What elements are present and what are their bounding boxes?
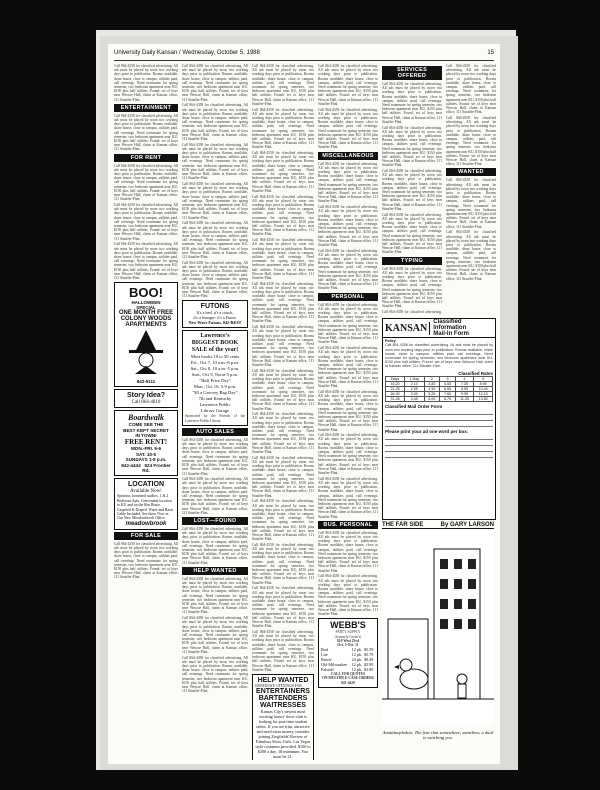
story-title: Story Idea?	[126, 392, 166, 400]
order-form-blanks	[385, 409, 493, 427]
rate-cell: 8.75	[440, 396, 456, 401]
newspaper-page	[108, 44, 500, 764]
rate-cell: 12.15	[474, 391, 493, 396]
rate-cell: 3.00	[405, 391, 424, 396]
boardwalk-line: SUNDAYS 1-5 p.m.	[125, 457, 167, 463]
far-side-title: THE FAR SIDE	[382, 522, 424, 528]
ziegfields-line: BARTENDERS	[258, 695, 308, 703]
order-form	[383, 403, 495, 459]
location-body: Spacious furnished studios, 1 & 2 Bedroom Apts. Convenient location to KU and on the Bus Route. Carpeted & Draped. Water and Basic Cable Included. See these Now in Our New Meadowbrook Office.	[117, 494, 174, 521]
body-text: Call 864-4358 for classified advertising. All ads must be placed by noon two working days prior to publication. Rooms available, share house, close to campus, utilities paid, call evenings. Need roommate for spring semester, two bedroom apartment near KU, $150 plus half utilities. Found: set of keys near Wescoe Hall, claim at Kansan office, 111 Stauffer-Flint. Call 864-4358 for classified advertising. All ads must be placed by noon two working days prior to publication. Rooms available, share house, close to campus, utilities paid, call evenings. Need roommate for spring semester, two bedroom apartment near KU, $150 plus half utilities. Found: set of keys near Wescoe Hall, claim at Kansan office, 111 Stauffer-Flint.	[318, 64, 378, 150]
classified-title: Classified Information	[433, 319, 467, 331]
boo-title: BOO!	[129, 285, 163, 301]
rate-cell: 5.55	[440, 381, 456, 386]
futons-contact	[185, 320, 245, 325]
body-text: Call 864-4358 for classified advertising. All ads must be placed by noon two working days prior to publication. Rooms available, share house, close to campus, utilities paid, call evenings. Need roommate for spring semester, two bedroom apartment near KU, $150 plus half utilities. Found: set of keys near Wescoe Hall, claim at Kansan office, 111 Stauffer-Flint. Call 864-4358 for classified advertising. All ads must be placed by noon two working days prior to publication. Rooms available, share house, close to campus, utilities paid, call evenings. Need roommate for spring semester, two bedroom apartment near KU, $150 plus half utilities. Found: set of keys near Wescoe Hall, claim at Kansan office, 111 Stauffer-Flint.	[182, 437, 248, 515]
webbs-title: WEBB'S	[330, 620, 366, 631]
rate-header-cell: 3	[440, 376, 456, 381]
webbs-sub: PARTY SUPPLY	[335, 630, 361, 635]
kansan-logo: KANSAN	[383, 322, 430, 335]
webbs-price-cell: $3.99	[363, 662, 374, 668]
ad-book-sale	[182, 330, 248, 425]
boardwalk-logo: Boardwalk	[127, 413, 164, 423]
section-typing: TYPING	[382, 257, 442, 265]
rate-cell: 9.95	[455, 391, 473, 396]
rate-cell: 2.55	[405, 386, 424, 391]
ziegfields-line: WAITRESSES	[260, 702, 306, 710]
boo-line: ONE MONTH FREE	[118, 310, 174, 317]
order-form-title: Classified Mail Order Form	[385, 403, 443, 409]
section-lost-found: LOST—FOUND	[182, 517, 248, 525]
column-2	[182, 64, 248, 760]
section-for-sale: FOR SALE	[114, 532, 178, 540]
book-sale-line: Lawrence Public	[199, 402, 231, 408]
header-left: University Daily Kansan / Wednesday, October 5, 1988	[114, 50, 260, 56]
rate-cell: 5.25	[424, 391, 440, 396]
boo-phone: 842-5111	[136, 379, 156, 385]
ad-boardwalk	[114, 410, 178, 476]
webbs-price-cell: $9.49	[363, 657, 374, 663]
story-phone: Call 864-4810	[131, 400, 161, 406]
witch-icon	[121, 328, 171, 374]
webbs-price-cell: 24 pk.	[351, 657, 363, 663]
webbs-price-cell: $5.79	[363, 652, 374, 658]
rate-header-cell: Days	[386, 376, 405, 381]
blank-line[interactable]	[385, 452, 493, 458]
rate-cell: 10.45	[474, 386, 493, 391]
policy-heading: Policy	[385, 339, 396, 343]
body-text: Call 864-4358 for classified advertising. All ads must be placed by noon two working days prior to publication. Rooms available, share house, close to campus, utilities paid, call evenings. Need roommate for spring semester, two bedroom apartment near KU, $150 plus half utilities. Found: set of keys near Wescoe Hall, claim at Kansan office, 111 Stauffer-Flint. Call 864-4358 for classified advertising. All ads must be placed by noon two working days prior to publication. Rooms available, share house, close to campus, utilities paid, call evenings. Need roommate for spring semester, two bedroom apartment near KU, $150 plus half utilities. Found: set of keys near Wescoe Hall, claim at Kansan office, 111 Stauffer-Flint. Call 864-4358 for classified advertising. All ads must be placed by noon two working days prior to publication. Rooms available, share house, close to campus, utilities paid, call evenings. Need roommate for spring semester, two bedroom apartment near KU, $150 plus half utilities. Found: set of keys near Wescoe Hall, claim at Kansan office, 111 Stauffer-Flint. Call 864-4358 for classified advertising. All ads must be placed by noon two working days prior to publication. Rooms available, share house, close to campus, utilities paid, call evenings. Need roommate for spring semester, two bedroom apartment near KU, $150 plus half utilities. Found: set of keys near Wescoe Hall, claim at Kansan office, 111 Stauffer-Flint. Call 864-4358 for classified advertising. All ads must be placed by noon two working days prior to publication. Rooms available, share house, close to campus, utilities paid, call evenings. Need roommate for spring semester, two bedroom apartment near KU, $150 plus half utilities. Found: set of keys near Wescoe Hall, claim at Kansan office, 111 Stauffer-Flint. Call 864-4358 for classified advertising. All ads must be placed by noon two working days prior to publication. Rooms available, share house, close to campus, utilities paid, call evenings. Need roommate for spring semester, two bedroom apartment near KU, $150 plus half utilities. Found: set of keys near Wescoe Hall, claim at Kansan office, 111 Stauffer-Flint. Call 864-4358 for classified advertising. All ads must be placed by noon two working days prior to publication. Rooms available, share house, close to campus, utilities paid, call evenings. Need roommate for spring semester, two bedroom apartment near KU, $150 plus half utilities. Found: set of keys near Wescoe Hall, claim at Kansan office, 111 Stauffer-Flint. Call 864-4358 for classified advertising. All ads must be placed by noon two working days prior to publication. Rooms available, share house, close to campus, utilities paid, call evenings. Need roommate for spring semester, two bedroom apartment near KU, $150 plus half utilities. Found: set of keys near Wescoe Hall, claim at Kansan office, 111 Stauffer-Flint. Call 864-4358 for classified advertising. All ads must be placed by noon two working days prior to publication. Rooms available, share house, close to campus, utilities paid, call evenings. Need roommate for spring semester, two bedroom apartment near KU, $150 plus half utilities. Found: set of keys near Wescoe Hall, claim at Kansan office, 111 Stauffer-Flint. Call 864-4358 for classified advertising. All ads must be placed by noon two working days prior to publication. Rooms available, share house, close to campus, utilities paid, call evenings. Need roommate for spring semester, two bedroom apartment near KU, $150 plus half utilities. Found: set of keys near Wescoe Hall, claim at Kansan office, 111 Stauffer-Flint. Call 864-4358 for classified advertising. All ads must be placed by noon two working days prior to publication. Rooms available, share house, close to campus, utilities paid, call evenings. Need roommate for spring semester, two bedroom apartment near KU, $150 plus half utilities. Found: set of keys near Wescoe Hall, claim at Kansan office, 111 Stauffer-Flint. Call 864-4358 for classified advertising. All ads must be placed by noon two working days prior to publication. Rooms available, share house, close to campus, utilities paid, call evenings. Need roommate for spring semester, two bedroom apartment near KU, $150 plus half utilities. Found: set of keys near Wescoe Hall, claim at Kansan office, 111 Stauffer-Flint. Call 864-4358 for classified advertising. All ads must be placed by noon two working days prior to publication. Rooms available, share house, close to campus, utilities paid, call evenings. Need roommate for spring semester, two bedroom apartment near KU, $150 plus half utilities. Found: set of keys near Wescoe Hall, claim at Kansan office, 111 Stauffer-Flint. Call 864-4358 for classified advertising. All ads must be placed by noon two working days prior to publication. Rooms available, share house, close to campus, utilities paid, call evenings. Need roommate for spring semester, two bedroom apartment near KU, $150 plus half utilities. Found: set of keys near Wescoe Hall, claim at Kansan office, 111 Stauffer-Flint.	[252, 64, 314, 672]
body-text: Call 864-4358 for classified advertising. All ads must be placed by noon two working days prior to publication. Rooms available, share house, close to campus, utilities paid, call evenings. Need roommate for spring semester, two bedroom apartment near KU, $150 plus half utilities. Found: set of keys near Wescoe Hall, claim at Kansan office, 111 Stauffer-Flint.	[114, 64, 178, 102]
webbs-dates: Oct. 5-Oct. 11	[337, 642, 359, 647]
classified-masthead	[383, 319, 495, 338]
book-sale-line: Fri., Oct 7, 10 a.m.-6 p.m.	[191, 360, 239, 366]
section-bus-personal: BUS. PERSONAL	[318, 521, 378, 529]
rates-table	[385, 376, 493, 402]
section-for-rent: FOR RENT	[114, 154, 178, 162]
column-6	[446, 64, 496, 314]
classified-subtitle: Mail-In Form	[433, 331, 469, 337]
column-1	[114, 64, 178, 760]
body-text: Call 864-4358 for classified advertising. All ads must be placed by noon two working days prior to publication. Rooms available, share house, close to campus, utilities paid, call evenings. Need roommate for spring semester, two bedroom apartment near KU, $150 plus half utilities. Found: set of keys near Wescoe Hall, claim at Kansan office, 111 Stauffer-Flint.	[114, 541, 178, 580]
webbs-footer: CALL FOR QUOTES	[330, 672, 366, 677]
policy-text: Call 864-4358 for classified advertising. All ads must be placed by noon two working days prior to publication. Rooms available, share house, close to campus, utilities paid, call evenings. Need roommate for spring semester, two bedroom apartment near KU, $150 plus half utilities. Found: set of keys near Wescoe Hall, claim at Kansan office, 111 Stauffer-Flint.	[385, 343, 493, 369]
body-text: Call 864-4358 for classified advertising. All ads must be placed by noon two working days prior to publication. Rooms available, share house, close to campus, utilities paid, call evenings. Need roommate for spring semester, two bedroom apartment near KU, $150 plus half utilities. Found: set of keys near Wescoe Hall, claim at Kansan office, 111 Stauffer-Flint. Call 864-4358 for classified advertising. All ads must be placed by noon two working days prior to publication. Rooms available, share house, close to campus, utilities paid, call evenings. Need roommate for spring semester, two bedroom apartment near KU, $150 plus half utilities. Found: set of keys near Wescoe Hall, claim at Kansan office, 111 Stauffer-Flint.	[446, 178, 496, 281]
boardwalk-line: SAT. 10-5	[135, 451, 157, 457]
ad-webbs	[318, 618, 378, 687]
webbs-price-cell: Old Milwaukee	[321, 662, 348, 668]
far-side-cartoon	[382, 522, 494, 758]
webbs-price-cell: 12 pk.	[351, 662, 363, 668]
futons-store: New Wave Futons.	[188, 320, 222, 326]
body-text: Call 864-4358 for classified advertising. All ads must be placed by noon two working days prior to publication. Rooms available, share house, close to campus, utilities paid, call evenings. Need roommate for spring semester, two bedroom apartment near KU, $150 plus half utilities. Found: set of keys near Wescoe Hall, claim at Kansan office, 111 Stauffer-Flint. Call 864-4358 for classified advertising. All ads must be placed by noon two working days prior to publication. Rooms available, share house, close to campus, utilities paid, call evenings. Need roommate for spring semester, two bedroom apartment near KU, $150 plus half utilities. Found: set of keys near Wescoe Hall, claim at Kansan office, 111 Stauffer-Flint.	[446, 64, 496, 167]
word-boxes	[385, 434, 493, 458]
webbs-phone: 841-4420	[341, 680, 355, 685]
rate-header-cell: 1 Day	[405, 376, 424, 381]
body-text: Call 864-4358 for classified advertising. All ads must be placed by noon two working days prior to publication. Rooms available, share house, close to campus, utilities paid, call evenings. Need roommate for spring semester, two bedroom apartment near KU, $150 plus half utilities. Found: set of keys near Wescoe Hall, claim at Kansan office, 111 Stauffer-Flint. Call 864-4358 for classified advertising. All ads must be placed by noon two working days prior to publication. Rooms available, share house, close to campus, utilities paid, call evenings. Need roommate for spring semester, two bedroom apartment near KU, $150 plus half utilities. Found: set of keys near Wescoe Hall, claim at Kansan office, 111 Stauffer-Flint. Call 864-4358 for classified advertising. All ads must be placed by noon two working days prior to publication. Rooms available, share house, close to campus, utilities paid, call evenings. Need roommate for spring semester, two bedroom apartment near KU, $150 plus half utilities. Found: set of keys near Wescoe Hall, claim at Kansan office, 111 Stauffer-Flint. Call 864-4358 for classified advertising. All ads must be placed by noon two working days prior to publication. Rooms available, share house, close to campus, utilities paid, call evenings. Need roommate for spring semester, two bedroom apartment near KU, $150 plus half utilities. Found: set of keys near Wescoe Hall, claim at Kansan office, 111 Stauffer-Flint. Call 864-4358 for classified advertising. All ads must be placed by noon two working days prior to publication. Rooms available, share house, close to campus, utilities paid, call evenings. Need roommate for spring semester, two bedroom apartment near KU, $150 plus half utilities. Found: set of keys near Wescoe Hall, claim at Kansan office, 111 Stauffer-Flint. Call 864-4358 for classified advertising. All ads must be placed by noon two working days prior to publication. Rooms available, share house, close to campus, utilities paid, call evenings. Need roommate for spring semester, two bedroom apartment near KU, $150 plus half utilities. Found: set of keys near Wescoe Hall, claim at Kansan office, 111 Stauffer-Flint.	[182, 64, 248, 299]
far-side-caption: Anatidaephobia: The fear that somewhere, somehow, a duck is watching you.	[382, 730, 494, 741]
ziegfields-title: HELP WANTED	[257, 676, 309, 684]
duck-cartoon-illustration	[382, 529, 494, 725]
classified-policy	[383, 338, 495, 370]
boardwalk-line: BEST KEPT SECRET	[123, 427, 169, 433]
book-sale-line: Library Garage	[200, 408, 230, 414]
boardwalk-contact	[117, 463, 175, 474]
print-instructions: Please print your ad one word per box:	[385, 428, 469, 434]
body-text: Call 864-4358 for classified advertising. All ads must be placed by noon two working days prior to publication. Rooms available, share house, close to campus, utilities paid, call evenings. Need roommate for spring semester, two bedroom apartment near KU, $150 plus half utilities. Found: set of keys near Wescoe Hall, claim at Kansan office, 111 Stauffer-Flint. Call 864-4358 for classified advertising.	[382, 266, 442, 314]
rate-cell: 8.95	[474, 381, 493, 386]
webbs-price-cell: Busch	[321, 657, 332, 663]
rate-cell: 6.00	[424, 396, 440, 401]
book-sale-line: BIGGEST BOOK	[191, 340, 239, 347]
webbs-price-cell: Falstaff	[321, 667, 334, 673]
webbs-footer: ON MULTIPLE-CASE ORDERS	[322, 676, 374, 681]
section-entertainment: ENTERTAINMENT	[114, 104, 178, 112]
section-wanted: WANTED	[446, 168, 496, 176]
rate-cell: 8.55	[455, 386, 473, 391]
book-sale-line: Most books 10 to 50 cents	[190, 354, 240, 360]
book-sale-line: Sun., Oct 9, Noon-5 p.m.	[191, 372, 239, 378]
section-auto-sales: AUTO SALES	[182, 428, 248, 436]
ad-futons	[182, 300, 248, 328]
futons-line: it's a lounger- it's a Futon.	[193, 315, 237, 321]
boo-line: HALLOWEEN	[131, 300, 161, 306]
page-number: 15	[487, 50, 494, 56]
book-sale-line: "$3 a Grocery Bag Day"	[192, 390, 238, 396]
webbs-price-cell: 12 pk.	[351, 667, 363, 673]
rate-header-cell: 5	[474, 376, 493, 381]
webbs-price-cell: 12 pk.	[351, 647, 363, 653]
ziegfields-line: ENTERTAINERS	[256, 688, 310, 696]
book-sale-line: SALE of the year!	[191, 347, 239, 354]
section-personal: PERSONAL	[318, 293, 378, 301]
futons-title: FUTONS	[200, 303, 230, 311]
futons-phone: 842-REST	[222, 320, 242, 326]
webbs-price-cell: Bud	[321, 647, 328, 653]
section-services-offered: SERVICES OFFERED	[382, 66, 442, 80]
futons-line: It's a bed, it's a couch,	[196, 310, 234, 316]
column-3	[252, 64, 314, 760]
body-text: Call 864-4358 for classified advertising. All ads must be placed by noon two working days prior to publication. Rooms available, share house, close to campus, utilities paid, call evenings. Need roommate for spring semester, two bedroom apartment near KU, $150 plus half utilities. Found: set of keys near Wescoe Hall, claim at Kansan office, 111 Stauffer-Flint. Call 864-4358 for classified advertising. All ads must be placed by noon two working days prior to publication. Rooms available, share house, close to campus, utilities paid, call evenings. Need roommate for spring semester, two bedroom apartment near KU, $150 plus half utilities. Found: set of keys near Wescoe Hall, claim at Kansan office, 111 Stauffer-Flint. Call 864-4358 for classified advertising. All ads must be placed by noon two working days prior to publication. Rooms available, share house, close to campus, utilities paid, call evenings. Need roommate for spring semester, two bedroom apartment near KU, $150 plus half utilities. Found: set of keys near Wescoe Hall, claim at Kansan office, 111 Stauffer-Flint.	[114, 163, 178, 280]
body-text: Call 864-4358 for classified advertising. All ads must be placed by noon two working days prior to publication. Rooms available, share house, close to campus, utilities paid, call evenings. Need roommate for spring semester, two bedroom apartment near KU, $150 plus half utilities. Found: set of keys near Wescoe Hall, claim at Kansan office, 111 Stauffer-Flint. Call 864-4358 for classified advertising. All ads must be placed by noon two working days prior to publication. Rooms available, share house, close to campus, utilities paid, call evenings. Need roommate for spring semester, two bedroom apartment near KU, $150 plus half utilities. Found: set of keys near Wescoe Hall, claim at Kansan office, 111 Stauffer-Flint. Call 864-4358 for classified advertising. All ads must be placed by noon two working days prior to publication. Rooms available, share house, close to campus, utilities paid, call evenings. Need roommate for spring semester, two bedroom apartment near KU, $150 plus half utilities. Found: set of keys near Wescoe Hall, claim at Kansan office, 111 Stauffer-Flint.	[318, 161, 378, 291]
rate-cell: 11.35	[455, 396, 473, 401]
body-text: Call 864-4358 for classified advertising. All ads must be placed by noon two working days prior to publication. Rooms available, share house, close to campus, utilities paid, call evenings. Need roommate for spring semester, two bedroom apartment near KU, $150 plus half utilities. Found: set of keys near Wescoe Hall, claim at Kansan office, 111 Stauffer-Flint. Call 864-4358 for classified advertising. All ads must be placed by noon two working days prior to publication. Rooms available, share house, close to campus, utilities paid, call evenings. Need roommate for spring semester, two bedroom apartment near KU, $150 plus half utilities. Found: set of keys near Wescoe Hall, claim at Kansan office, 111 Stauffer-Flint.	[318, 530, 378, 617]
blank-line[interactable]	[385, 421, 493, 427]
boo-line: COLONY WOODS	[120, 316, 172, 323]
rate-cell: 13.85	[474, 396, 493, 401]
boardwalk-address: 524 Frontier Rd.	[142, 462, 171, 473]
webbs-address: 810 West 23rd	[337, 638, 359, 643]
body-text: Call 864-4358 for classified advertising. All ads must be placed by noon two working days prior to publication. Rooms available, share house, close to campus, utilities paid, call evenings. Need roommate for spring semester, two bedroom apartment near KU, $150 plus half utilities. Found: set of keys near Wescoe Hall, claim at Kansan office, 111 Stauffer-Flint.	[182, 527, 248, 565]
ad-location	[114, 478, 178, 529]
webbs-sub: (formerly Green's)	[334, 634, 362, 639]
rates-block	[383, 370, 495, 403]
body-text: Call 864-4358 for classified advertising. All ads must be placed by noon two working days prior to publication. Rooms available, share house, close to campus, utilities paid, call evenings. Need roommate for spring semester, two bedroom apartment near KU, $150 plus half utilities. Found: set of keys near Wescoe Hall, claim at Kansan office, 111 Stauffer-Flint. Call 864-4358 for classified advertising. All ads must be placed by noon two working days prior to publication. Rooms available, share house, close to campus, utilities paid, call evenings. Need roommate for spring semester, two bedroom apartment near KU, $150 plus half utilities. Found: set of keys near Wescoe Hall, claim at Kansan office, 111 Stauffer-Flint. Call 864-4358 for classified advertising. All ads must be placed by noon two working days prior to publication. Rooms available, share house, close to campus, utilities paid, call evenings. Need roommate for spring semester, two bedroom apartment near KU, $150 plus half utilities. Found: set of keys near Wescoe Hall, claim at Kansan office, 111 Stauffer-Flint.	[182, 576, 248, 694]
webbs-price-cell: $5.59	[363, 647, 374, 653]
location-title: LOCATION	[127, 481, 165, 489]
boardwalk-phone: 842-4444	[121, 462, 141, 468]
rate-cell: 31-35	[386, 396, 405, 401]
book-sale-line: Sat., Oct 8, 10 a.m.-5 p.m.	[190, 366, 240, 372]
webbs-price-cell: Lite	[321, 652, 328, 658]
section-help-wanted: HELP WANTED	[182, 567, 248, 575]
rate-header-cell: 4	[455, 376, 473, 381]
body-text: Call 864-4358 for classified advertising. All ads must be placed by noon two working days prior to publication. Rooms available, share house, close to campus, utilities paid, call evenings. Need roommate for spring semester, two bedroom apartment near KU, $150 plus half utilities. Found: set of keys near Wescoe Hall, claim at Kansan office, 111 Stauffer-Flint. Call 864-4358 for classified advertising. All ads must be placed by noon two working days prior to publication. Rooms available, share house, close to campus, utilities paid, call evenings. Need roommate for spring semester, two bedroom apartment near KU, $150 plus half utilities. Found: set of keys near Wescoe Hall, claim at Kansan office, 111 Stauffer-Flint. Call 864-4358 for classified advertising. All ads must be placed by noon two working days prior to publication. Rooms available, share house, close to campus, utilities paid, call evenings. Need roommate for spring semester, two bedroom apartment near KU, $150 plus half utilities. Found: set of keys near Wescoe Hall, claim at Kansan office, 111 Stauffer-Flint. Call 864-4358 for classified advertising. All ads must be placed by noon two working days prior to publication. Rooms available, share house, close to campus, utilities paid, call evenings. Need roommate for spring semester, two bedroom apartment near KU, $150 plus half utilities. Found: set of keys near Wescoe Hall, claim at Kansan office, 111 Stauffer-Flint.	[382, 82, 442, 255]
boardwalk-line: IN TOWN!	[135, 432, 157, 438]
location-sub: Available Now!	[130, 489, 162, 495]
book-sale-sponsor: Sponsored by the Friends of the Lawrence Public Library	[185, 414, 245, 423]
rate-cell: 7.65	[440, 391, 456, 396]
webbs-price-cell: 12 pk.	[351, 652, 363, 658]
rate-cell: 21-25	[386, 386, 405, 391]
ad-boo-halloween	[114, 282, 178, 387]
webbs-price-table	[321, 647, 375, 672]
rate-cell: 26-30	[386, 391, 405, 396]
rate-row	[386, 396, 493, 401]
rate-cell: 2.10	[405, 381, 424, 386]
rates-title: Classified Rates	[458, 370, 493, 376]
book-sale-line: 7th and Kentucky	[198, 396, 232, 402]
column-4	[318, 64, 378, 760]
ad-ziegfields	[252, 674, 314, 760]
body-text: Call 864-4358 for classified advertising. All ads must be placed by noon two working days prior to publication. Rooms available, share house, close to campus, utilities paid, call evenings. Need roommate for spring semester, two bedroom apartment near KU, $150 plus half utilities. Found: set of keys near Wescoe Hall, claim at Kansan office, 111 Stauffer-Flint. Call 864-4358 for classified advertising. All ads must be placed by noon two working days prior to publication. Rooms available, share house, close to campus, utilities paid, call evenings. Need roommate for spring semester, two bedroom apartment near KU, $150 plus half utilities. Found: set of keys near Wescoe Hall, claim at Kansan office, 111 Stauffer-Flint. Call 864-4358 for classified advertising. All ads must be placed by noon two working days prior to publication. Rooms available, share house, close to campus, utilities paid, call evenings. Need roommate for spring semester, two bedroom apartment near KU, $150 plus half utilities. Found: set of keys near Wescoe Hall, claim at Kansan office, 111 Stauffer-Flint. Call 864-4358 for classified advertising. All ads must be placed by noon two working days prior to publication. Rooms available, share house, close to campus, utilities paid, call evenings. Need roommate for spring semester, two bedroom apartment near KU, $150 plus half utilities. Found: set of keys near Wescoe Hall, claim at Kansan office, 111 Stauffer-Flint. Call 864-4358 for classified advertising. All ads must be placed by noon two working days prior to publication. Rooms available, share house, close to campus, utilities paid, call evenings. Need roommate for spring semester, two bedroom apartment near KU, $150 plus half utilities. Found: set of keys near Wescoe Hall, claim at Kansan office, 111 Stauffer-Flint.	[318, 302, 378, 519]
ad-story-idea	[114, 389, 178, 408]
rate-cell: 7.35	[455, 381, 473, 386]
boo-line: SPECIAL	[136, 305, 156, 311]
rate-cell: 3.80	[424, 381, 440, 386]
section-miscellaneous: MISCELLANEOUS	[318, 152, 378, 160]
rate-cell: 15-20	[386, 381, 405, 386]
body-text: Call 864-4358 for classified advertising. All ads must be placed by noon two working days prior to publication. Rooms available, share house, close to campus, utilities paid, call evenings. Need roommate for spring semester, two bedroom apartment near KU, $150 plus half utilities. Found: set of keys near Wescoe Hall, claim at Kansan office, 111 Stauffer-Flint.	[114, 113, 178, 152]
rate-cell: 6.55	[440, 386, 456, 391]
book-sale-line: "Half Price Day"	[199, 378, 231, 384]
rate-header-cell: 2	[424, 376, 440, 381]
boardwalk-free-rent: FREE RENT!	[124, 438, 168, 447]
webbs-price-cell: $3.89	[363, 667, 374, 673]
far-side-author: By GARY LARSON	[440, 522, 494, 528]
classified-form	[382, 318, 496, 520]
boo-line: APARTMENTS	[125, 322, 167, 329]
column-5	[382, 64, 442, 314]
book-sale-line: Lawrence's	[200, 333, 230, 340]
meadowbrook-logo: meadowbrook	[125, 520, 167, 527]
ziegfields-logo	[255, 759, 311, 760]
ziegfields-line: IMMEDIATE OPENINGS FOR	[255, 683, 302, 688]
far-side-header	[382, 522, 494, 529]
classified-titles	[430, 319, 495, 337]
boardwalk-line: COME SEE THE	[128, 422, 164, 428]
ziegfields-body: Kansas City's newest most exciting luxury show club is looking for part-time student talent. If you are trim, attractive and need extra money, consider joining Ziegfields' Review of Fabulous Show Girls. Las Vegas style costumes provided. $100 to $200 a day. 18 minimum. You must be 21.	[255, 709, 311, 760]
book-sale-line: Mon., Oct 10, 5-9 p.m.	[193, 384, 237, 390]
classified-body	[383, 338, 495, 370]
boardwalk-line: MON.-FRI. 9-6	[130, 446, 162, 452]
rate-cell: 4.50	[424, 386, 440, 391]
rate-cell: 3.45	[405, 396, 424, 401]
page-header	[114, 50, 494, 61]
